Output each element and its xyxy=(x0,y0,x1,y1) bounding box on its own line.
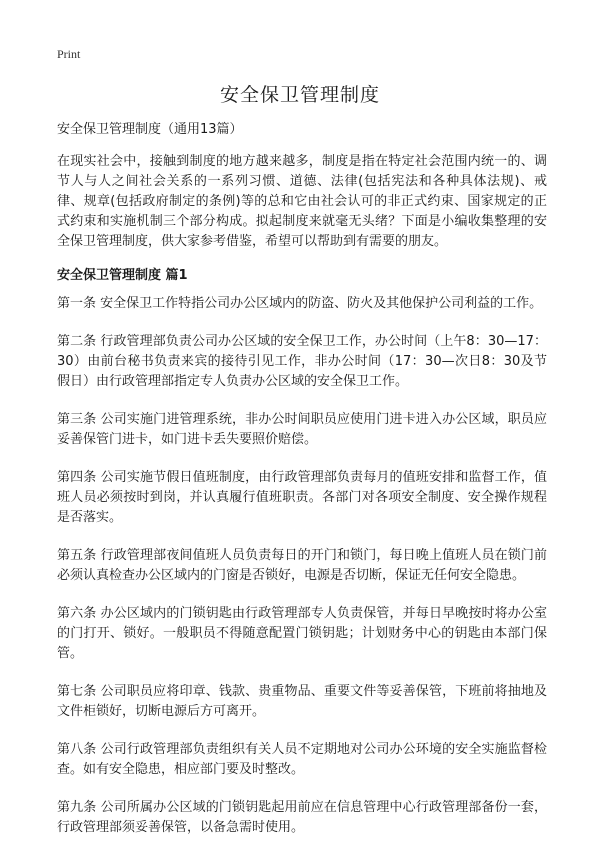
page-title: 安全保卫管理制度 xyxy=(219,84,380,106)
article-6: 第六条 办公区域内的门锁钥匙由行政管理部专人负责保管，并每日早晚按时将办公室的门打开、锁好。一般职员不得随意配置门锁钥匙；计划财务中心的钥匙由本部门保管。 xyxy=(57,606,547,661)
document-body xyxy=(57,120,547,856)
intro-paragraph: 在现实社会中，接触到制度的地方越来越多，制度是指在特定社会范围内统一的、调节人与人之间社会关系的一系列习惯、道德、法律(包括宪法和各种具体法规)、戒律、规章(包括政府制定的条例)等的总和它由社会认可的非正式约束、国家规定的正式约束和实施机制三个部分构成。拟起制度来就毫无头绪？下面是小编收集整理的安全保卫管理制度，供大家参考借鉴，希望可以帮助到有需要的朋友。 xyxy=(57,154,547,249)
section-heading: 安全保卫管理制度 篇1 xyxy=(57,268,188,283)
print-link[interactable]: Print xyxy=(57,47,81,61)
article-8: 第八条 公司行政管理部负责组织有关人员不定期地对公司办公环境的安全实施监督检查。如有安全隐患，相应部门要及时整改。 xyxy=(57,742,547,777)
article-7: 第七条 公司职员应将印章、钱款、贵重物品、重要文件等妥善保管，下班前将抽地及文件柜锁好，切断电源后方可离开。 xyxy=(57,684,547,719)
article-5: 第五条 行政管理部夜间值班人员负责每日的开门和锁门，每日晚上值班人员在锁门前必须认真检查办公区域内的门窗是否锁好，电源是否切断，保证无任何安全隐患。 xyxy=(57,548,547,583)
article-1: 第一条 安全保卫工作特指公司办公区域内的防盗、防火及其他保护公司利益的工作。 xyxy=(57,296,543,311)
article-3: 第三条 公司实施门进管理系统，非办公时间职员应使用门进卡进入办公区域，职员应妥善保管门进卡，如门进卡丢失要照价赔偿。 xyxy=(57,412,547,447)
article-2: 第二条 行政管理部负责公司办公区域的安全保卫工作，办公时间（上午8：30—17：30）由前台秘书负责来宾的接待引见工作，非办公时间（17：30—次日8：30及节假日）由行政管理部指定专人负责办公区域的安全保卫工作。 xyxy=(57,334,547,389)
document-subtitle: 安全保卫管理制度（通用13篇） xyxy=(57,122,243,137)
article-9: 第九条 公司所属办公区域的门锁钥匙起用前应在信息管理中心行政管理部备份一套，行政管理部须妥善保管，以备急需时使用。 xyxy=(57,800,547,835)
article-4: 第四条 公司实施节假日值班制度，由行政管理部负责每月的值班安排和监督工作，值班人员必须按时到岗，并认真履行值班职责。各部门对各项安全制度、安全操作规程是否落实。 xyxy=(57,470,547,525)
